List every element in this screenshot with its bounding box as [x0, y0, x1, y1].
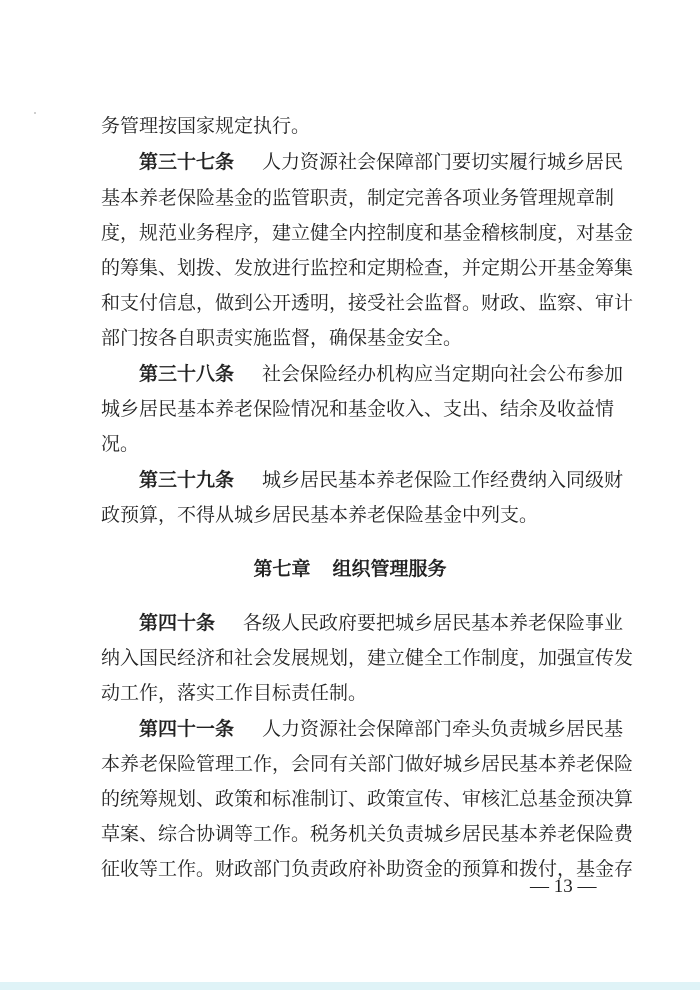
article-number: 第三十八条	[139, 363, 235, 385]
scan-speck	[34, 112, 36, 114]
article-41-line-4: 草案、综合协调等工作。税务机关负责城乡居民基本养老保险费	[101, 823, 634, 845]
article-number: 第三十九条	[139, 469, 235, 491]
article-37-line-2: 基本养老保险基金的监管职责，制定完善各项业务管理规章制	[101, 187, 615, 209]
article-number: 第三十七条	[139, 151, 235, 173]
article-41-line-5: 征收等工作。财政部门负责政府补助资金的预算和拨付，基金存	[101, 858, 634, 880]
article-39-line-1	[139, 467, 624, 493]
article-38-line-3: 况。	[101, 433, 140, 455]
article-37-line-4: 的筹集、划拨、发放进行监控和定期检查，并定期公开基金筹集	[101, 257, 634, 279]
article-39-line-2: 政预算，不得从城乡居民基本养老保险基金中列支。	[101, 504, 539, 526]
article-40-line-1	[139, 610, 624, 636]
article-text: 人力资源社会保障部门牵头负责城乡居民基	[262, 718, 624, 740]
article-40-line-2: 纳入国民经济和社会发展规划，建立健全工作制度，加强宣传发	[101, 647, 634, 669]
article-text: 社会保险经办机构应当定期向社会公布参加	[262, 363, 624, 385]
article-37-line-5: 和支付信息，做到公开透明，接受社会监督。财政、监察、审计	[101, 292, 634, 314]
article-41-line-1	[139, 716, 624, 742]
chapter-number: 第七章	[253, 558, 311, 580]
chapter-title: 组织管理服务	[332, 558, 447, 580]
article-37-line-6: 部门按各自职责实施监督，确保基金安全。	[101, 327, 463, 349]
article-text: 各级人民政府要把城乡居民基本养老保险事业	[243, 612, 624, 634]
article-41-line-2: 本养老保险管理工作，会同有关部门做好城乡居民基本养老保险	[101, 753, 634, 775]
article-37-line-3: 度，规范业务程序，建立健全内控制度和基金稽核制度，对基金	[101, 222, 634, 244]
article-40-line-3: 动工作，落实工作目标责任制。	[101, 682, 368, 704]
continuation-line: 务管理按国家规定执行。	[101, 115, 311, 137]
article-41-line-3: 的统筹规划、政策和标准制订、政策宣传、审核汇总基金预决算	[101, 788, 634, 810]
article-38-line-1	[139, 361, 624, 387]
chapter-heading	[0, 556, 700, 582]
article-number: 第四十一条	[139, 718, 235, 740]
article-38-line-2: 城乡居民基本养老保险情况和基金收入、支出、结余及收益情	[101, 398, 615, 420]
page-number: — 13 —	[530, 876, 597, 897]
article-number: 第四十条	[139, 612, 216, 634]
scan-edge	[0, 982, 700, 990]
article-37-line-1	[139, 149, 624, 175]
article-text: 人力资源社会保障部门要切实履行城乡居民	[262, 151, 624, 173]
article-text: 城乡居民基本养老保险工作经费纳入同级财	[262, 469, 624, 491]
